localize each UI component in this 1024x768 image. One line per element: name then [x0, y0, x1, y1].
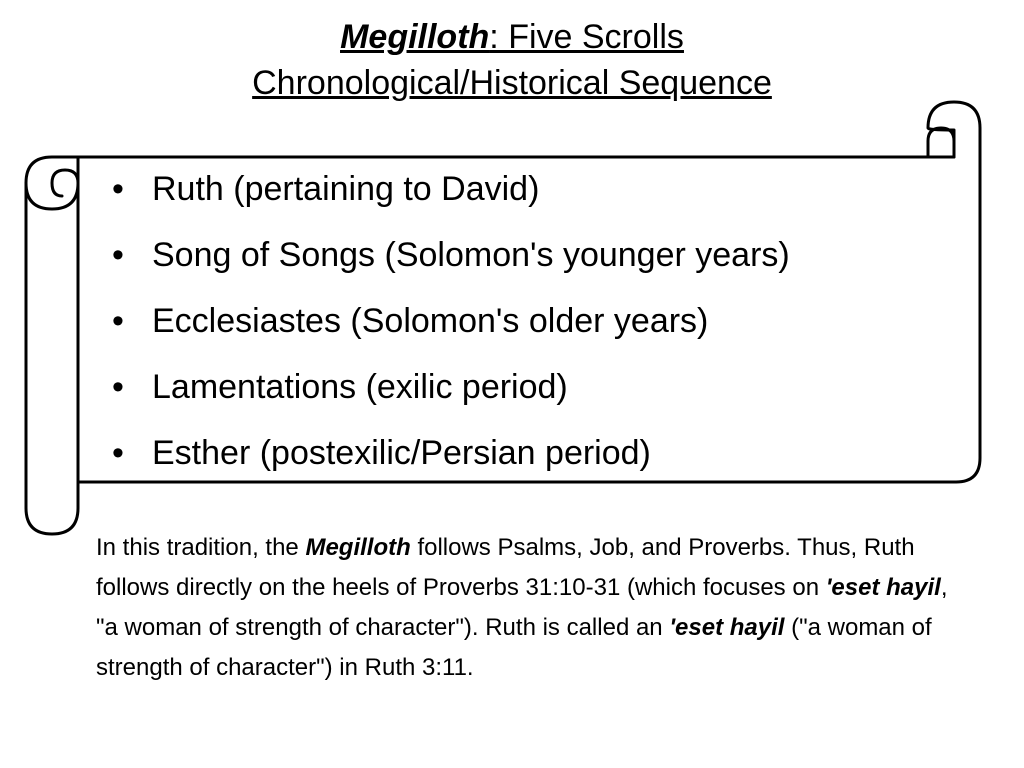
list-item — [112, 290, 790, 356]
note-emphasis: 'eset hayil — [825, 574, 941, 601]
scroll-bullet-list — [112, 158, 790, 488]
note-emphasis: 'eset hayil — [669, 614, 785, 641]
list-item — [112, 422, 790, 488]
list-item-text: Ruth (pertaining to David) — [152, 170, 540, 208]
scroll-right-curl-inner — [928, 128, 954, 157]
list-item — [112, 158, 790, 224]
list-item — [112, 356, 790, 422]
note-text: ("a woman of strength of character") in Ruth 3:11. — [96, 614, 932, 681]
title-rest: : Five Scrolls — [489, 18, 684, 56]
list-item-text: Esther (postexilic/Persian period) — [152, 434, 651, 472]
bullet-icon: • — [112, 236, 124, 274]
note-emphasis: Megilloth — [305, 534, 411, 561]
note-text: follows Psalms, Job, and Proverbs. Thus, Ruth follows directly on the heels of Proverbs 31:10-31 (which focuses on — [96, 534, 915, 601]
note-text: , "a woman of strength of character"). Ruth is called an — [96, 574, 948, 641]
note-text: In this tradition, the — [96, 534, 306, 561]
list-item-text: Song of Songs (Solomon's younger years) — [152, 236, 790, 274]
subtitle: Chronological/Historical Sequence — [252, 64, 772, 102]
list-item-text: Lamentations (exilic period) — [152, 368, 568, 406]
bullet-icon: • — [112, 434, 124, 472]
list-item — [112, 224, 790, 290]
bullet-icon: • — [112, 368, 124, 406]
explanatory-note — [96, 528, 976, 688]
scroll-left-roll — [26, 157, 78, 534]
bullet-icon: • — [112, 170, 124, 208]
bullet-icon: • — [112, 302, 124, 340]
title-emphasis: Megilloth — [340, 18, 490, 56]
list-item-text: Ecclesiastes (Solomon's older years) — [152, 302, 709, 340]
